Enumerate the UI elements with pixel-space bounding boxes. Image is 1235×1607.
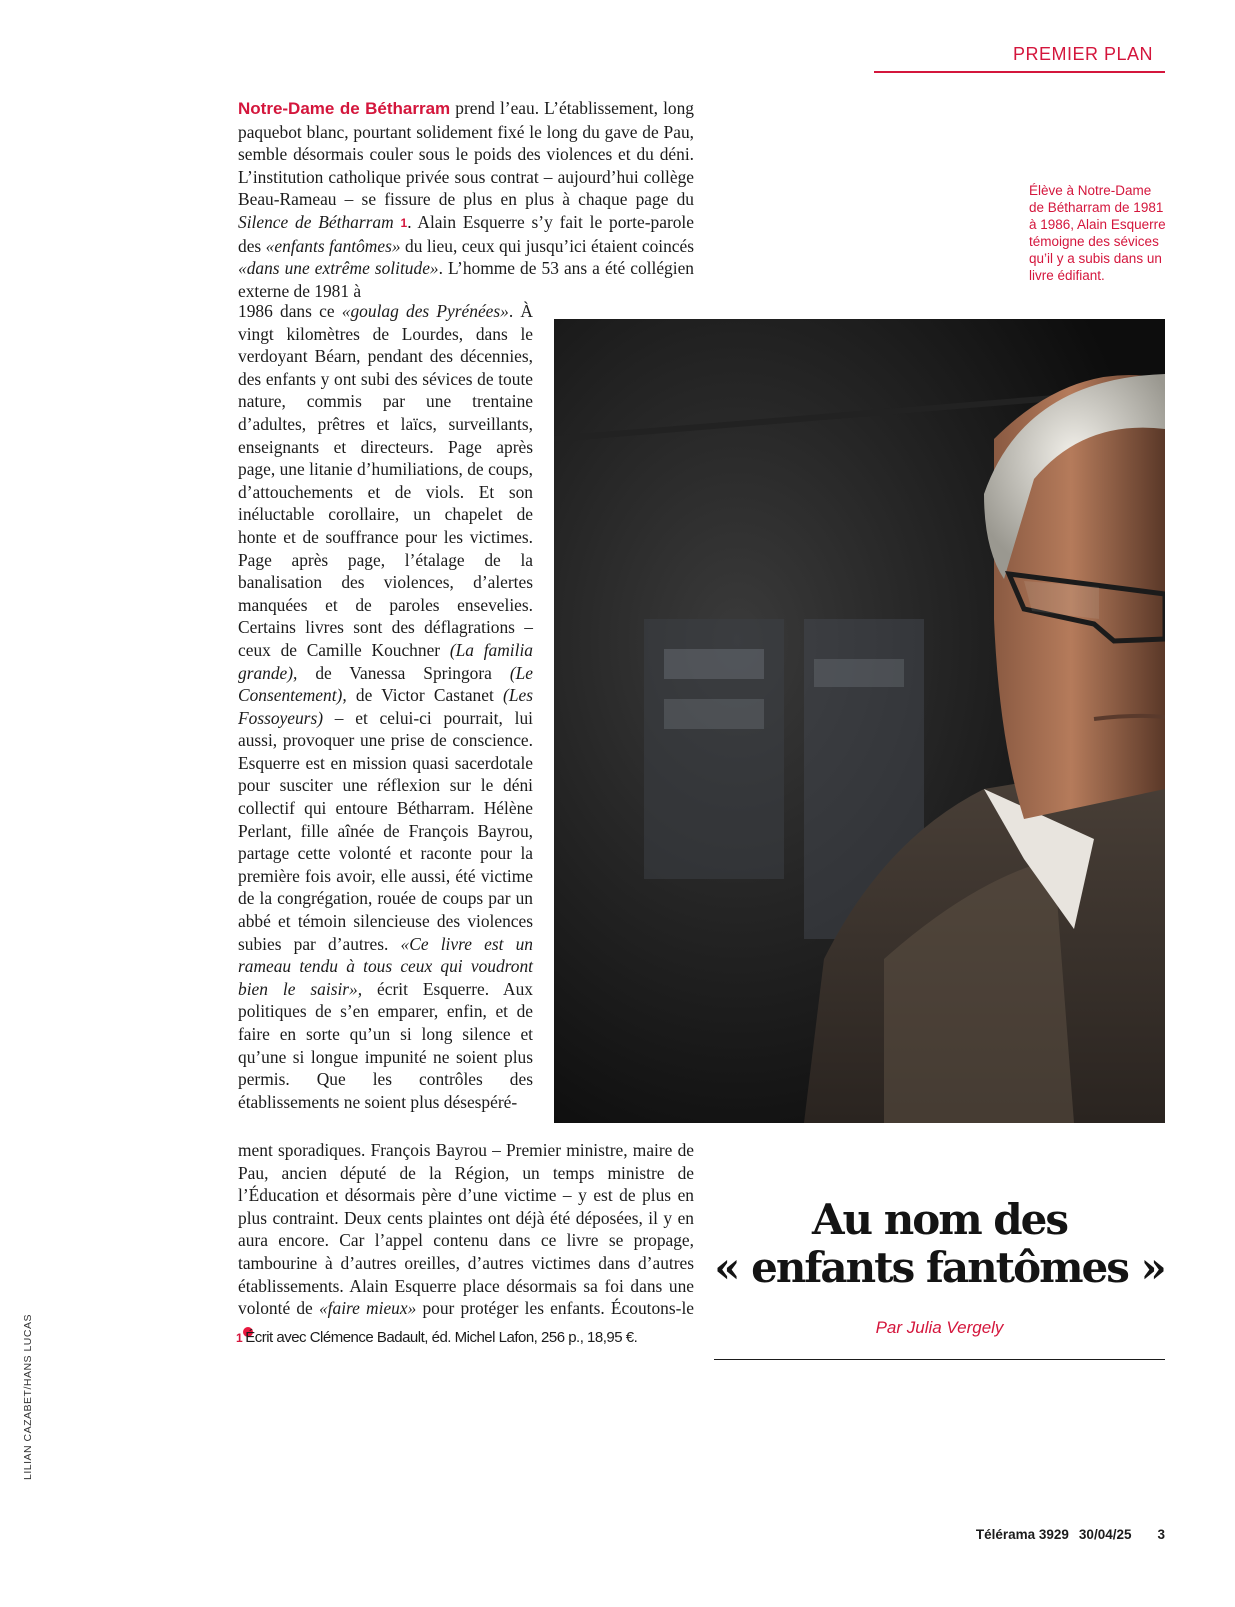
headline (714, 1196, 1165, 1292)
headline-line-2: « enfants fantômes » (714, 1243, 1165, 1292)
article-text: ment sporadiques. François Bayrou – Premier ministre, maire de Pau, ancien député de la Région, un temps ministre de l’Éducation et désormais père d’une victime – y est de plus en plus contraint. Deux cents plaintes ont déjà été déposées, il y en aura encore. Car l’appel contenu dans ce livre se propage, tambourine à d’autres oreilles, d’autres victimes dans d’autres établissements. Alain Esquerre place désormais sa foi dans une volonté de (238, 1140, 694, 1319)
article-text: pour protéger les enfants. Écoutons-le (416, 1298, 694, 1319)
book-reference: (Le Consentement), (238, 662, 533, 706)
portrait-photo (554, 319, 1165, 1123)
article-body-wrap (238, 300, 533, 1113)
page-footer (966, 1527, 1165, 1542)
article-text: . L’homme de 53 ans a été collégien externe de 1981 à (238, 258, 694, 301)
footnote-ref: 1 (400, 215, 408, 230)
quote: «enfants fantômes» (265, 235, 401, 256)
footnote (236, 1329, 696, 1346)
quote: «Ce livre est un rameau tendu à tous ceux qui voudront bien le saisir», (238, 933, 533, 999)
article-text: écrit Esquerre. Aux politiques de s’en emparer, enfin, et de faire en sorte qu’un si long silence et qu’une si longue impunité ne soient plus permis. Que les contrôles des établissements ne soient plus désespéré- (238, 978, 533, 1112)
article-text: 1986 dans ce (238, 301, 342, 321)
article-lead: Notre-Dame de Bétharram (238, 99, 451, 118)
section-label: PREMIER PLAN (1012, 44, 1153, 64)
section-rule (874, 71, 1165, 73)
page-number: 3 (1157, 1527, 1165, 1542)
quote: «dans une extrême solitude» (238, 258, 439, 279)
book-title: Silence de Bétharram (238, 211, 394, 232)
article-text: de Vanessa Springora (297, 662, 510, 683)
article-body-top (238, 97, 694, 302)
book-reference: (Les Fossoyeurs) (238, 685, 533, 728)
byline: Par Julia Vergely (875, 1318, 1004, 1337)
headline-line-1: Au nom des (811, 1195, 1068, 1244)
article-text: . Alain Esquerre s’y fait le porte-parole des (238, 211, 694, 256)
footnote-marker: 1 (236, 1331, 243, 1345)
article-text: . À vingt kilomètres de Lourdes, dans le verdoyant Béarn, pendant des décennies, des enfants y ont subi des sévices de toute nature, commis par une trentaine d’adultes, prêtres et laïcs, surveillants, enseignants et directeurs. Page après page, une litanie d’humiliations, de coups, d’attouchements et de viols. Et son inéluctable corollaire, un chapelet de honte et de souffrance pour les victimes. Page après page, l’étalage de la banalisation des violences, d’alertes manquées et de paroles ensevelies. Certains livres sont des déflagrations – ceux de Camille Kouchner (238, 301, 533, 660)
quote: «goulag des Pyrénées» (341, 301, 509, 321)
portrait-illustration (554, 319, 1165, 1123)
quote: «faire mieux» (318, 1298, 417, 1319)
article-body-bottom (238, 1139, 694, 1342)
article-text: prend l’eau. L’établissement, long paquebot blanc, pourtant solidement fixé le long du gave de Pau, semble désormais couler sous le poids des violences et du déni. L’institution catholique privée sous contrat – aujourd’hui collège Beau-Rameau – se fissure de plus en plus à chaque page du (238, 98, 694, 210)
footnote-text: Écrit avec Clémence Badault, éd. Michel Lafon, 256 p., 18,95 €. (245, 1329, 638, 1346)
article-text: de Victor Castanet (346, 685, 504, 706)
photo-caption: Élève à Notre-Dame de Bétharram de 1981 à 1986, Alain Esquerre témoigne des sévices qu’il y a subis dans un livre édifiant. (1029, 183, 1166, 283)
article-text: – et celui-ci pourrait, lui aussi, provoquer une prise de conscience. Esquerre est en mission quasi sacerdotale pour susciter une réflexion sur le déni collectif qui entoure Bétharram. Hélène Perlant, fille aînée de François Bayrou, partage cette volonté et raconte pour la première fois avoir, elle aussi, été victime de la congrégation, rouée de coups par un abbé et témoin silencieuse des violences subies par d’autres. (238, 707, 533, 954)
headline-rule (714, 1359, 1165, 1360)
book-reference: (La familia grande), (238, 639, 533, 683)
photo-credit: LILIAN CAZABET/HANS LUCAS (22, 1314, 34, 1480)
magazine-issue: Télérama 3929 (975, 1527, 1069, 1542)
article-text: du lieu, ceux qui jusqu’ici étaient coincés (400, 235, 695, 256)
issue-date: 30/04/25 (1078, 1527, 1132, 1542)
